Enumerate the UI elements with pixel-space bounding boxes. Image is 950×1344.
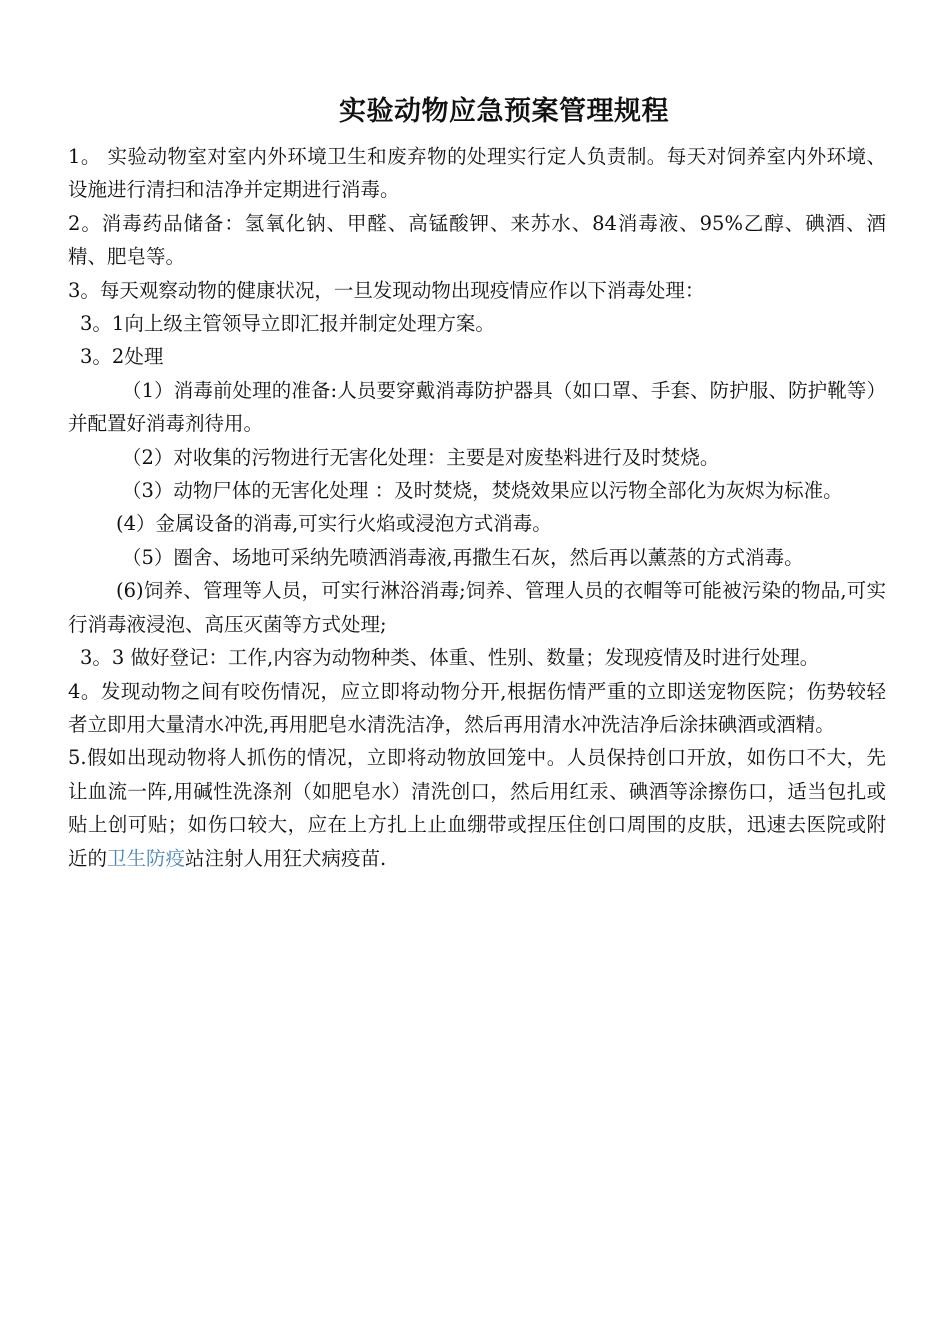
paragraph-3-3: 3。3 做好登记：工作,内容为动物种类、体重、性别、数量；发现疫情及时进行处理。 xyxy=(80,646,820,670)
list-item-3: （3）动物尸体的无害化处理 ：及时焚烧，焚烧效果应以污物全部化为灰烬为标准。 xyxy=(122,479,843,503)
paragraph-4: 4。发现动物之间有咬伤情况，应立即将动物分开,根据伤情严重的立即送宠物医院；伤势较轻者立即用大量清水冲洗,再用肥皂水清洗洁净，然后再用清水冲洗洁净后涂抹碘酒或酒精。 xyxy=(68,679,886,736)
paragraph-3: 3。每天观察动物的健康状况，一旦发现动物出现疫情应作以下消毒处理： xyxy=(68,278,705,302)
list-item-6: (6)饲养、管理等人员，可实行淋浴消毒;饲养、管理人员的衣帽等可能被污染的物品,可实行消毒液浸泡、高压灭菌等方式处理; xyxy=(68,579,886,636)
paragraph-1: 1。 实验动物室对室内外环境卫生和废弃物的处理实行定人负责制。每天对饲养室内外环境、设施进行清扫和洁净并定期进行消毒。 xyxy=(68,145,886,202)
document-body xyxy=(68,140,886,875)
paragraph-5-text-end: 站注射人用狂犬病疫苗. xyxy=(185,846,387,870)
list-item-5: （5）圈舍、场地可采纳先喷洒消毒液,再撒生石灰，然后再以薰蒸的方式消毒。 xyxy=(122,545,804,569)
health-epidemic-station-link[interactable]: 卫生防疫 xyxy=(107,846,186,870)
paragraph-2: 2。消毒药品储备：氢氧化钠、甲醛、高锰酸钾、来苏水、84消毒液、95%乙醇、碘酒、酒精、肥皂等。 xyxy=(68,211,886,269)
document-title: 实验动物应急预案管理规程 xyxy=(339,96,669,127)
list-item-1: （1）消毒前处理的准备:人员要穿戴消毒防护器具（如口罩、手套、防护服、防护靴等）并配置好消毒剂待用。 xyxy=(68,378,886,436)
paragraph-5-text-start: 5.假如出现动物将人抓伤的情况，立即将动物放回笼中。人员保持创口开放，如伤口不大，先让血流一阵,用碱性洗涤剂（如肥皂水）清洗创口，然后用红汞、碘酒等涂擦伤口，适当包扎或贴上创可贴；如伤口较大，应在上方扎上止血绷带或捏压住创口周围的皮肤，迅速去医院或附近的 xyxy=(68,746,886,870)
list-item-4: (4）金属设备的消毒,可实行火焰或浸泡方式消毒。 xyxy=(116,512,552,536)
paragraph-3-2: 3。2处理 xyxy=(80,345,164,369)
paragraph-5 xyxy=(68,741,886,875)
list-item-2: （2）对收集的污物进行无害化处理：主要是对废垫料进行及时焚烧。 xyxy=(122,445,720,469)
paragraph-3-1: 3。1向上级主管领导立即汇报并制定处理方案。 xyxy=(80,312,495,336)
